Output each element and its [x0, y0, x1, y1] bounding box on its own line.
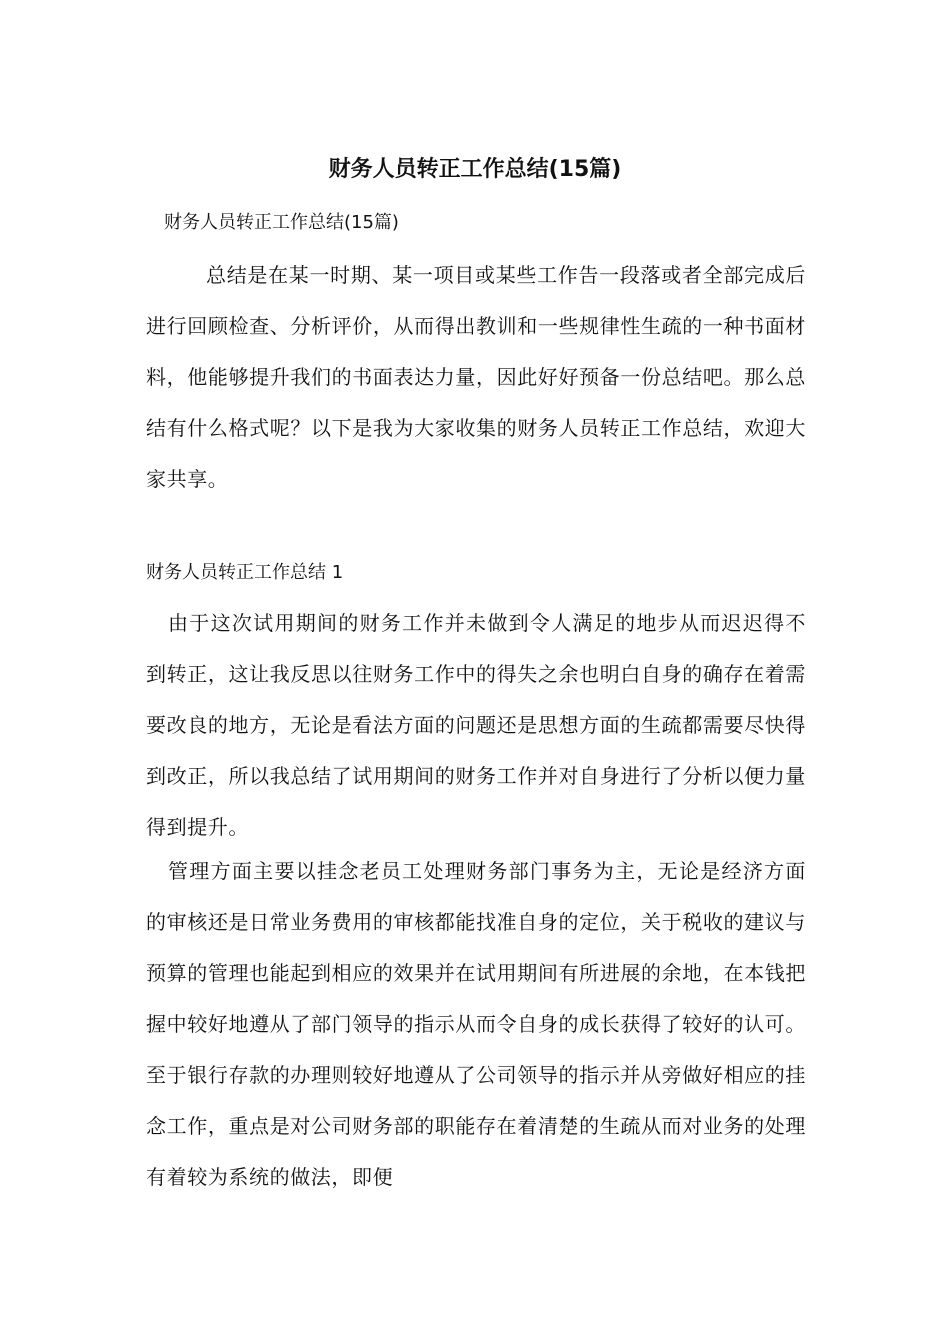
section1-paragraph-2: 管理方面主要以挂念老员工处理财务部门事务为主，无论是经济方面的审核还是日常业务费用的审核都能找准自身的定位，关于税收的建议与预算的管理也能起到相应的效果并在试用期间有所进展的余地，在本钱把握中较好地遵从了部门领导的指示从而令自身的成长获得了较好的认可。至于银行存款的办理则较好地遵从了公司领导的指示并从旁做好相应的挂念工作，重点是对公司财务部的职能存在着清楚的生疏从而对业务的处理有着较为系统的做法，即便: [146, 859, 806, 1189]
intro-paragraph: 总结是在某一时期、某一项目或某些工作告一段落或者全部完成后进行回顾检查、分析评价，从而得出教训和一些规律性生疏的一种书面材料，他能够提升我们的书面表达力量，因此好好预备一份总结吧。那么总结有什么格式呢？以下是我为大家收集的财务人员转正工作总结，欢迎大家共享。: [146, 263, 806, 491]
document-subtitle: 财务人员转正工作总结(15篇): [164, 212, 399, 233]
section-heading-1: 财务人员转正工作总结 1: [146, 562, 344, 583]
document-title: 财务人员转正工作总结(15篇): [328, 157, 622, 182]
section1-paragraph-1: 由于这次试用期间的财务工作并未做到令人满足的地步从而迟迟得不到转正，这让我反思以往财务工作中的得失之余也明白自身的确存在着需要改良的地方，无论是看法方面的问题还是思想方面的生疏都需要尽快得到改正，所以我总结了试用期间的财务工作并对自身进行了分析以便力量得到提升。: [146, 611, 806, 839]
